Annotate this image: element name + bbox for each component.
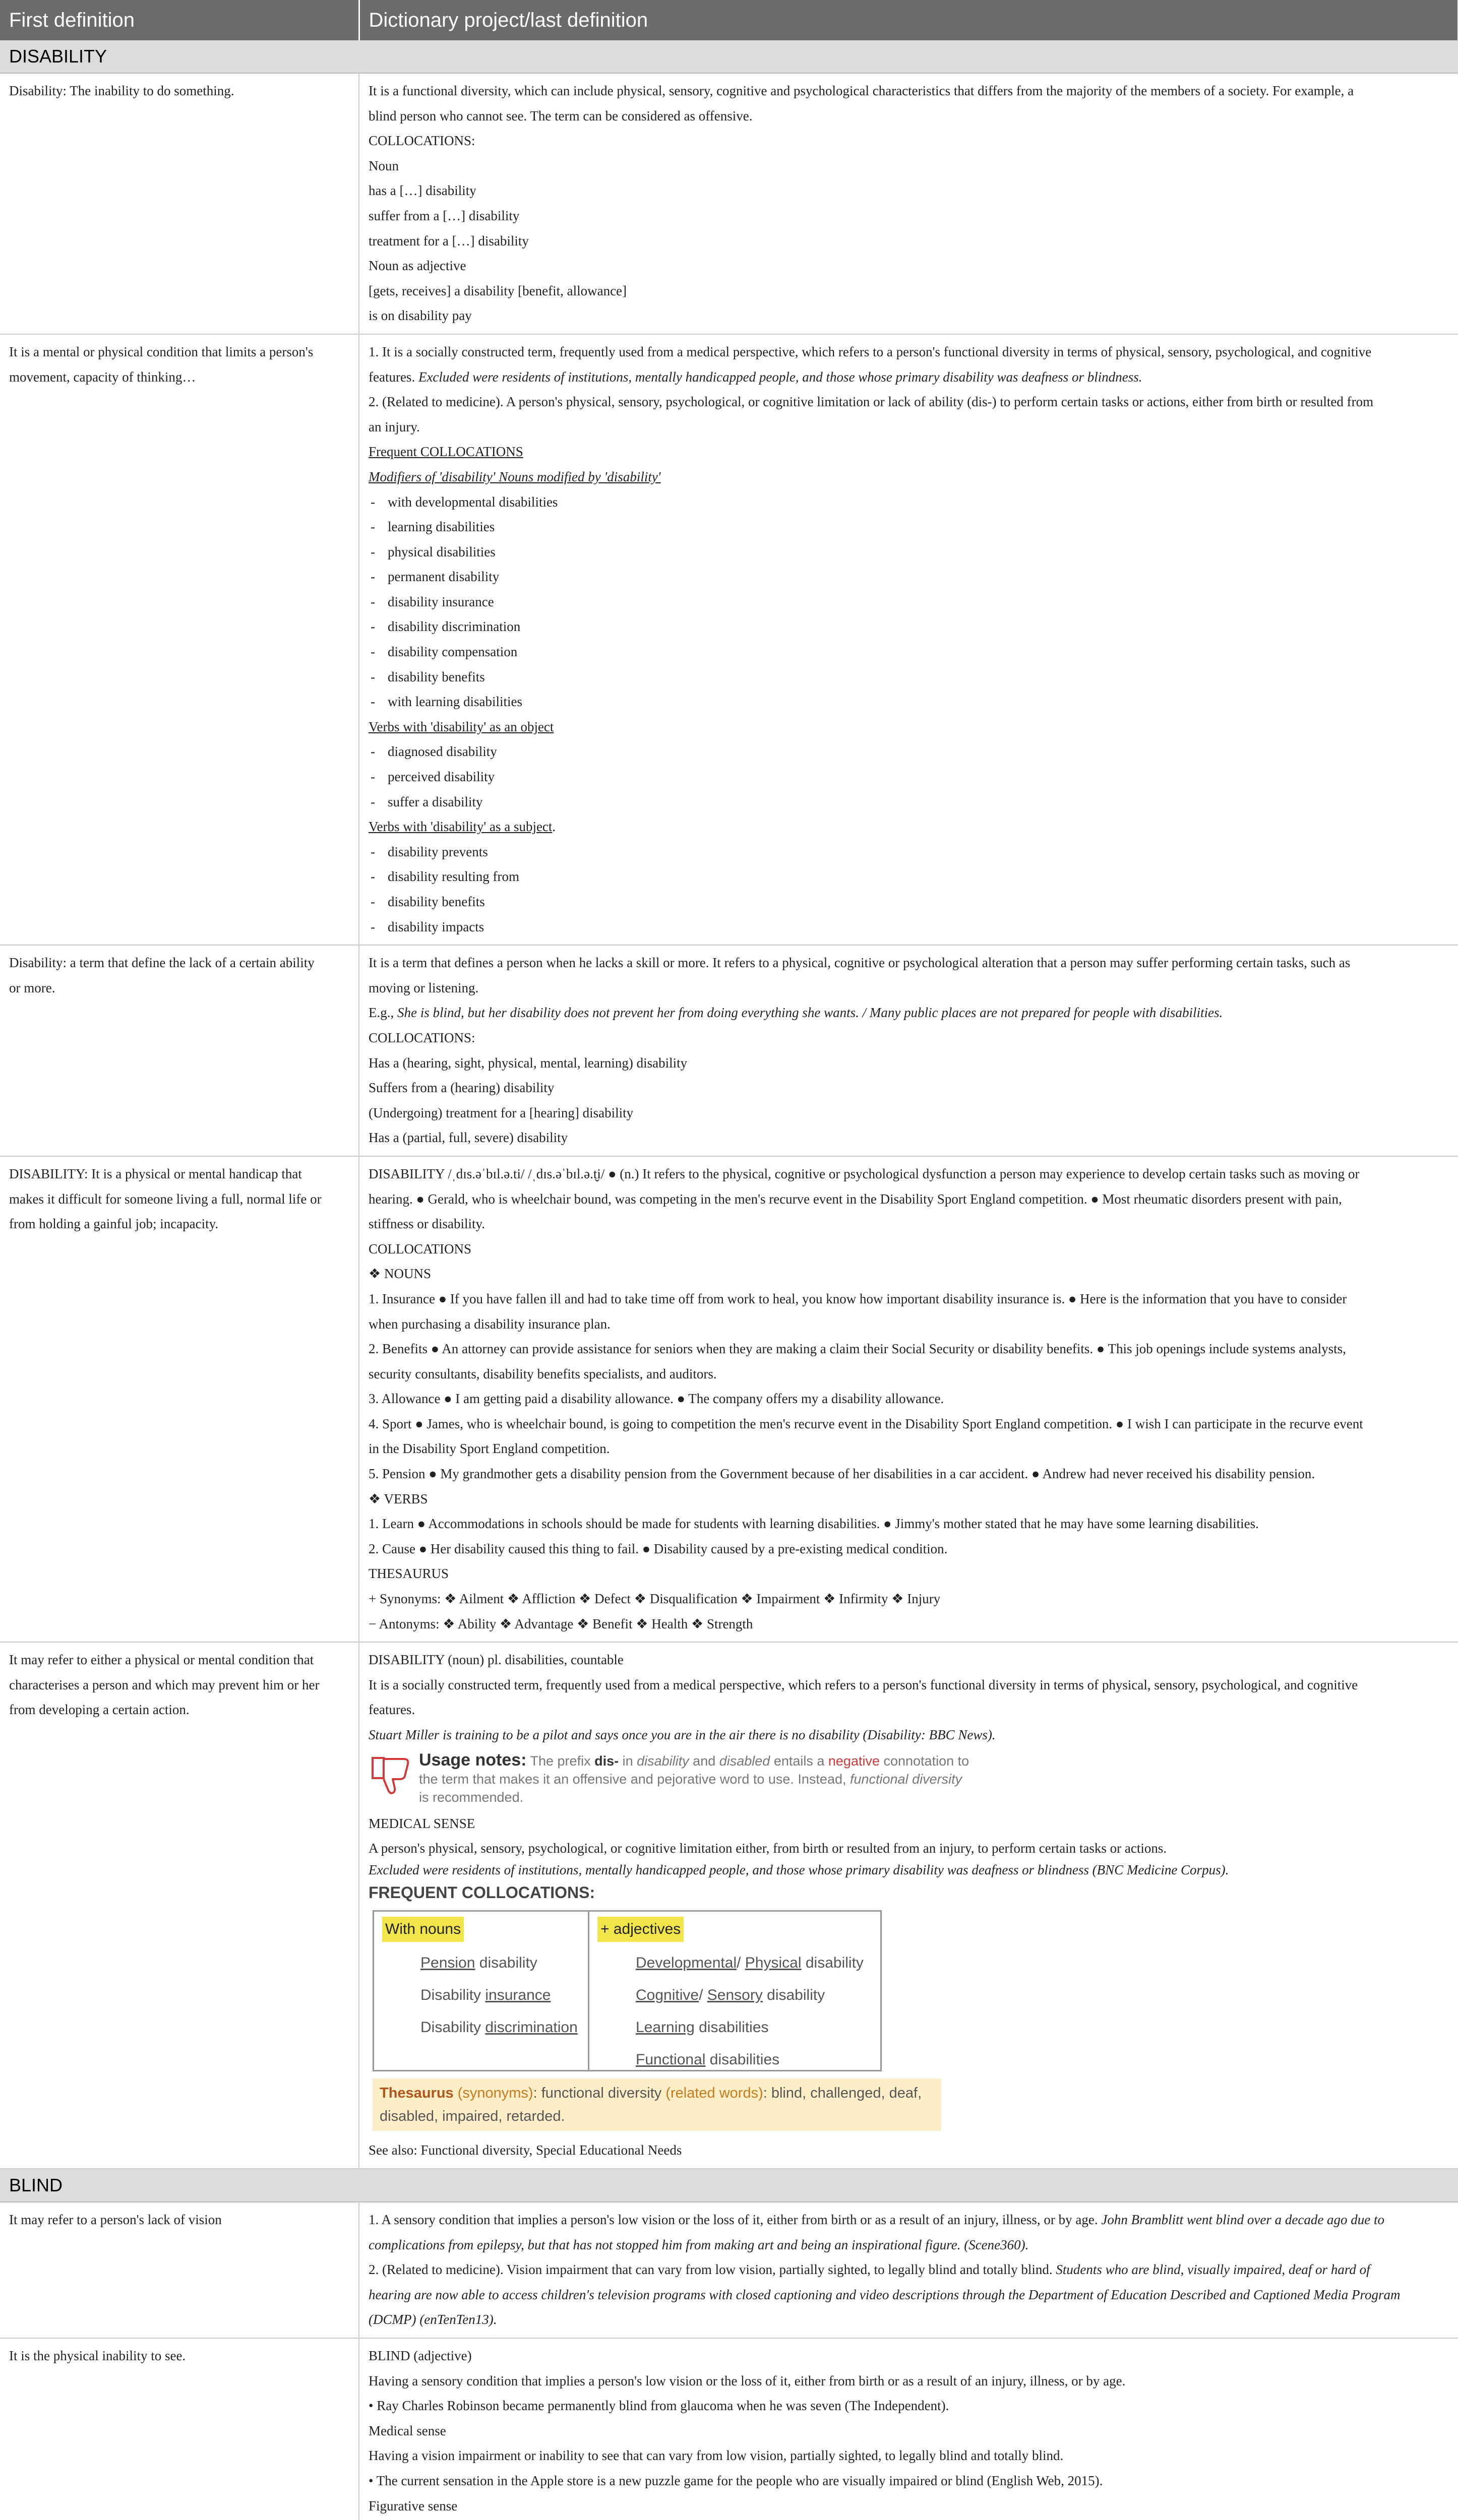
text-segment: E.g., (369, 1005, 397, 1021)
list-item: - perceived disability (369, 765, 1449, 790)
list-item: - learning disabilities (369, 515, 1449, 540)
text-line: 2. Cause ● Her disability caused this thing to fail. ● Disability caused by a pre-existing medical condition. (369, 1541, 948, 1556)
text-line: Having a sensory condition that implies a person's low vision or the loss of it, either from birth or as a result of an injury, illness, or by age. (369, 2373, 1126, 2388)
text-line: 3. Allowance ● I am getting paid a disability allowance. ● The company offers my a disability allowance. (369, 1391, 944, 1407)
text-segment: disabled, impaired, retarded. (380, 2108, 565, 2125)
example-text: Excluded were residents of institutions, mentally handicapped people, and those whose primary disability was deafness or blindness (BNC Medicine Corpus). (369, 1862, 1229, 1877)
text-line: 4. Sport ● James, who is wheelchair bound, is going to competition the men's recurve event in the Disability Sport England competition. ● I wish I can participate in the recurve event (369, 1416, 1363, 1431)
text-line: DISABILITY /ˌdɪs.əˈbɪl.ə.ti/ /ˌdɪs.əˈbɪl.ə.t̬i/ ● (n.) It refers to the physical, cognitive or psychological dysfunction a person may experience to develop certain tasks such as moving or (369, 1166, 1360, 1181)
text-line: blind person who cannot see. The term can be considered as offensive. (369, 108, 753, 123)
text-line: security consultants, disability benefits specialists, and auditors. (369, 1366, 717, 1381)
nouns-heading: With nouns (382, 1917, 464, 1942)
text-segment: : blind, challenged, deaf, (763, 2085, 922, 2102)
list-item: - diagnosed disability (369, 739, 1449, 765)
collocation-item (597, 1947, 872, 1979)
text-segment: disability (801, 1954, 864, 1971)
text-line: Suffers from a (hearing) disability (369, 1080, 555, 1096)
text-line: Figurative sense (369, 2498, 458, 2513)
text-segment: connotation to (879, 1753, 969, 1769)
text-line: 1. Learn ● Accommodations in schools should be made for students with learning disabilities. ● Jimmy's mother stated that he may have some learning disabilities. (369, 1516, 1259, 1532)
table-row (0, 73, 1458, 334)
table-row (0, 334, 1458, 945)
list-item: - disability insurance (369, 590, 1449, 615)
see-also-line: See also: Functional diversity, Special Educational Needs (369, 2143, 682, 2158)
first-definition-cell (0, 1156, 359, 1642)
list-item: - disability impacts (369, 915, 1449, 940)
keyword: Functional (636, 2051, 706, 2068)
example-text: She is blind, but her disability does not prevent her from doing everything she wants. / Many public places are not prepared for people with disabilities. (397, 1005, 1223, 1021)
example-text: complications from epilepsy, but that has not stopped him from making art and being an inspirational figure. (Scene360). (369, 2237, 1029, 2252)
text-segment: 2. (Related to medicine). Vision impairment that can vary from low vision, partially sighted, to legally blind and totally blind. (369, 2262, 1056, 2278)
verbs-subject-heading: Verbs with 'disability' as a subject (369, 819, 553, 835)
keyword: Physical (745, 1954, 802, 1971)
last-definition-cell (359, 2338, 1458, 2520)
example-text: Stuart Miller is training to be a pilot and says once you are in the air there is no disability (Disability: BBC News). (369, 1727, 996, 1742)
collocations-box (373, 1910, 1449, 2071)
last-definition-cell (359, 945, 1458, 1156)
text-line: hearing. ● Gerald, who is wheelchair bound, was competing in the men's recurve event in the Disability Sport England competition. ● Most rheumatic disorders present with pain, (369, 1191, 1342, 1207)
text-segment: is recommended. (419, 1789, 524, 1805)
list-item: - with developmental disabilities (369, 490, 1449, 515)
text-line: 1. Insurance ● If you have fallen ill and had to take time off from work to heal, you know how important disability insurance is. ● Here is the information that you have to consider (369, 1291, 1347, 1306)
section-title-blind: BLIND (0, 2169, 1458, 2202)
text-line: It is a mental or physical condition that limits a person's (9, 344, 314, 359)
table-header (0, 0, 1458, 40)
list-item: - disability compensation (369, 640, 1449, 665)
text-line: Noun as adjective (369, 258, 466, 274)
text-segment: and (689, 1753, 719, 1769)
text-line: 5. Pension ● My grandmother gets a disability pension from the Government because of her disabilities in a car accident. ● Andrew had never received his disability pension. (369, 1466, 1315, 1482)
section-row-blind (0, 2169, 1458, 2202)
list-item: - disability discrimination (369, 614, 1449, 640)
text-line: Noun (369, 158, 399, 173)
text-line: + Synonyms: ❖ Ailment ❖ Affliction ❖ Defect ❖ Disqualification ❖ Impairment ❖ Infirmity ❖ Injury (369, 1591, 941, 1607)
text-line: 1. It is a socially constructed term, frequently used from a medical perspective, which refers to a person's functional diversity in terms of physical, sensory, psychological, and cognitive (369, 344, 1372, 359)
text-line (369, 1000, 1449, 1026)
text-segment: 1. A sensory condition that implies a person's low vision or the loss of it, either from birth or as a result of an injury, illness, or by age. (369, 2212, 1102, 2227)
example-text: hearing are now able to access children's television programs with closed captioning and video descriptions through the Department of Education Described and Captioned Media Program (369, 2287, 1401, 2302)
text-segment: / (699, 1986, 707, 2003)
text-line: Has a (hearing, sight, physical, mental, learning) disability (369, 1055, 688, 1070)
text-line: It may refer to either a physical or mental condition that (9, 1652, 314, 1668)
text-line: (Undergoing) treatment for a [hearing] disability (369, 1105, 634, 1120)
collocations-heading: Frequent COLLOCATIONS (369, 444, 523, 460)
example-text: (DCMP) (enTenTen13). (369, 2312, 497, 2327)
text-line (369, 814, 1449, 840)
last-definition-cell (359, 1642, 1458, 2169)
text-line: [gets, receives] a disability [benefit, allowance] (369, 283, 627, 298)
text-line: Medical sense (369, 2423, 446, 2438)
text-segment: The prefix (526, 1753, 595, 1769)
table-row (0, 1156, 1458, 1642)
keyword: discrimination (485, 2019, 578, 2036)
text-segment: entails a (770, 1753, 828, 1769)
first-definition-cell (0, 2338, 359, 2520)
term: functional diversity (849, 1771, 962, 1787)
table-row (0, 2338, 1458, 2520)
text-line: ❖ NOUNS (369, 1266, 431, 1282)
text-line: It is a term that defines a person when he lacks a skill or more. It refers to a physical, cognitive or psychological alteration that a person may suffer performing certain tasks, such as (369, 955, 1351, 971)
list-item: - disability benefits (369, 665, 1449, 690)
text-line (369, 365, 1449, 390)
frequent-collocations-heading: FREQUENT COLLOCATIONS: (369, 1883, 595, 1902)
last-definition-cell (359, 1156, 1458, 1642)
text-line: • The current sensation in the Apple store is a new puzzle game for the people who are visually impaired or blind (English Web, 2015). (369, 2473, 1103, 2488)
text-segment: disabilities (694, 2019, 769, 2036)
header-first-definition: First definition (0, 0, 359, 40)
text-line: It is a socially constructed term, frequently used from a medical perspective, which refers to a person's functional diversity in terms of physical, sensory, psychological, and cognitive (369, 1677, 1358, 1692)
collocation-item (382, 1979, 580, 2011)
text-line: − Antonyms: ❖ Ability ❖ Advantage ❖ Benefit ❖ Health ❖ Strength (369, 1616, 753, 1631)
text-line (369, 2208, 1449, 2233)
text-line: COLLOCATIONS (369, 1241, 472, 1256)
text-segment: the term that makes it an offensive and pejorative word to use. Instead, (419, 1771, 850, 1787)
text-segment: in (619, 1753, 637, 1769)
list-item: - disability prevents (369, 840, 1449, 865)
verbs-object-heading: Verbs with 'disability' as an object (369, 719, 554, 734)
text-segment: features. (369, 369, 418, 385)
list-item: - disability resulting from (369, 864, 1449, 890)
keyword: Developmental (636, 1954, 737, 1971)
list-item: - disability benefits (369, 890, 1449, 915)
first-definition-cell (0, 2202, 359, 2338)
thesaurus-title: Thesaurus (380, 2085, 454, 2102)
text-segment: Disability (420, 2019, 485, 2036)
negative-term: negative (828, 1753, 880, 1769)
collocation-item (597, 2044, 872, 2076)
text-line: from holding a gainful job; incapacity. (9, 1216, 219, 1232)
thesaurus-box (373, 2078, 941, 2131)
example-text: John Bramblitt went blind over a decade ago due to (1101, 2212, 1385, 2227)
text-line: from developing a certain action. (9, 1702, 190, 1718)
collocation-item (382, 1947, 580, 1979)
prefix-term: dis- (594, 1753, 619, 1769)
example-text: Excluded were residents of institutions, mentally handicapped people, and those whose primary disability was deafness or blindness. (418, 369, 1142, 385)
text-line: DISABILITY (noun) pl. disabilities, countable (369, 1652, 624, 1668)
list-item: - physical disabilities (369, 540, 1449, 565)
text-line: has a […] disability (369, 183, 476, 199)
text-line: makes it difficult for someone living a full, normal life or (9, 1191, 322, 1207)
adjectives-column (589, 1910, 882, 2071)
keyword: Pension (420, 1954, 475, 1971)
nouns-column (373, 1910, 589, 2071)
text-line: Has a (partial, full, severe) disability (369, 1130, 568, 1146)
text-line: features. (369, 1702, 415, 1718)
text-line: treatment for a […] disability (369, 233, 529, 248)
text-line: Having a vision impairment or inability to see that can vary from low vision, partially sighted, to legally blind and totally blind. (369, 2448, 1064, 2464)
text-segment: . (552, 819, 556, 835)
table-row (0, 1642, 1458, 2169)
table-row (0, 945, 1458, 1156)
adjectives-heading: + adjectives (597, 1917, 684, 1942)
last-definition-cell (359, 334, 1458, 945)
text-line (369, 2257, 1449, 2283)
table-row (0, 2202, 1458, 2338)
text-line: 2. Benefits ● An attorney can provide assistance for seniors when they are making a claim their Social Security or disability benefits. ● This job openings include systems analysts, (369, 1341, 1346, 1357)
text-line: is on disability pay (369, 308, 472, 324)
text-line: MEDICAL SENSE (369, 1815, 475, 1831)
text-line: Disability: a term that define the lack of a certain ability (9, 955, 315, 971)
text-line: • Ray Charles Robinson became permanently blind from glaucoma when he was seven (The Independent). (369, 2398, 949, 2414)
text-segment: : functional diversity (533, 2085, 666, 2102)
last-definition-cell (359, 2202, 1458, 2338)
text-line: or more. (9, 980, 55, 995)
collocation-item (382, 2011, 580, 2044)
text-segment: disability (475, 1954, 537, 1971)
text-line: Disability: The inability to do something. (9, 83, 234, 98)
first-definition-cell (0, 945, 359, 1156)
thumbs-down-icon (369, 1751, 414, 1796)
term: disabled (719, 1753, 770, 1769)
collocation-item (597, 2011, 872, 2044)
text-line: It is a functional diversity, which can include physical, sensory, cognitive and psychological characteristics that differs from the majority of the members of a society. For example, a (369, 83, 1354, 98)
text-line: It is the physical inability to see. (9, 2348, 186, 2363)
first-definition-cell (0, 1642, 359, 2169)
header-last-definition: Dictionary project/last definition (359, 0, 1458, 40)
text-line: moving or listening. (369, 980, 479, 995)
term: disability (637, 1753, 689, 1769)
text-segment: / (737, 1954, 745, 1971)
example-text: Students who are blind, visually impaired, deaf or hard of (1056, 2262, 1370, 2278)
text-line: THESAURUS (369, 1566, 449, 1582)
text-segment: Disability (420, 1986, 485, 2003)
text-line: an injury. (369, 419, 420, 434)
list-item: - with learning disabilities (369, 689, 1449, 715)
first-definition-cell (0, 334, 359, 945)
text-line: movement, capacity of thinking… (9, 369, 196, 385)
keyword: insurance (485, 1986, 551, 2003)
text-line: ❖ VERBS (369, 1491, 428, 1506)
text-segment: disability (762, 1986, 825, 2003)
text-line: characterises a person and which may prevent him or her (9, 1677, 320, 1692)
text-line: BLIND (adjective) (369, 2348, 472, 2363)
synonyms-label: (synonyms) (453, 2085, 533, 2102)
related-words-label: (related words) (665, 2085, 763, 2102)
usage-notes-text (414, 1751, 1084, 1806)
keyword: Cognitive (636, 1986, 699, 2003)
text-line: COLLOCATIONS: (369, 133, 475, 149)
keyword: Learning (636, 2019, 695, 2036)
text-line: stiffness or disability. (369, 1216, 485, 1232)
text-line: COLLOCATIONS: (369, 1030, 475, 1045)
usage-notes-title: Usage notes: (419, 1750, 527, 1770)
last-definition-cell (359, 73, 1458, 334)
modifiers-heading: Modifiers of 'disability' Nouns modified by 'disability' (369, 469, 661, 484)
usage-notes (369, 1751, 1449, 1806)
section-row-disability (0, 40, 1458, 73)
text-line: DISABILITY: It is a physical or mental handicap that (9, 1166, 302, 1181)
section-title-disability: DISABILITY (0, 40, 1458, 73)
text-line: in the Disability Sport England competition. (369, 1441, 610, 1457)
text-line: when purchasing a disability insurance plan. (369, 1316, 611, 1332)
text-line: A person's physical, sensory, psychological, or cognitive limitation either, from birth or resulted from an injury, to perform certain tasks or actions. (369, 1841, 1167, 1856)
list-item: - permanent disability (369, 564, 1449, 590)
text-line: suffer from a […] disability (369, 208, 520, 223)
list-item: - suffer a disability (369, 790, 1449, 815)
first-definition-cell (0, 73, 359, 334)
text-line: 2. (Related to medicine). A person's physical, sensory, psychological, or cognitive limitation or lack of ability (dis-) to perform certain tasks or actions, either from birth or resulted from (369, 394, 1374, 410)
collocation-item (597, 1979, 872, 2011)
text-line: It may refer to a person's lack of vision (9, 2212, 222, 2227)
keyword: Sensory (707, 1986, 763, 2003)
text-segment: disabilities (705, 2051, 780, 2068)
